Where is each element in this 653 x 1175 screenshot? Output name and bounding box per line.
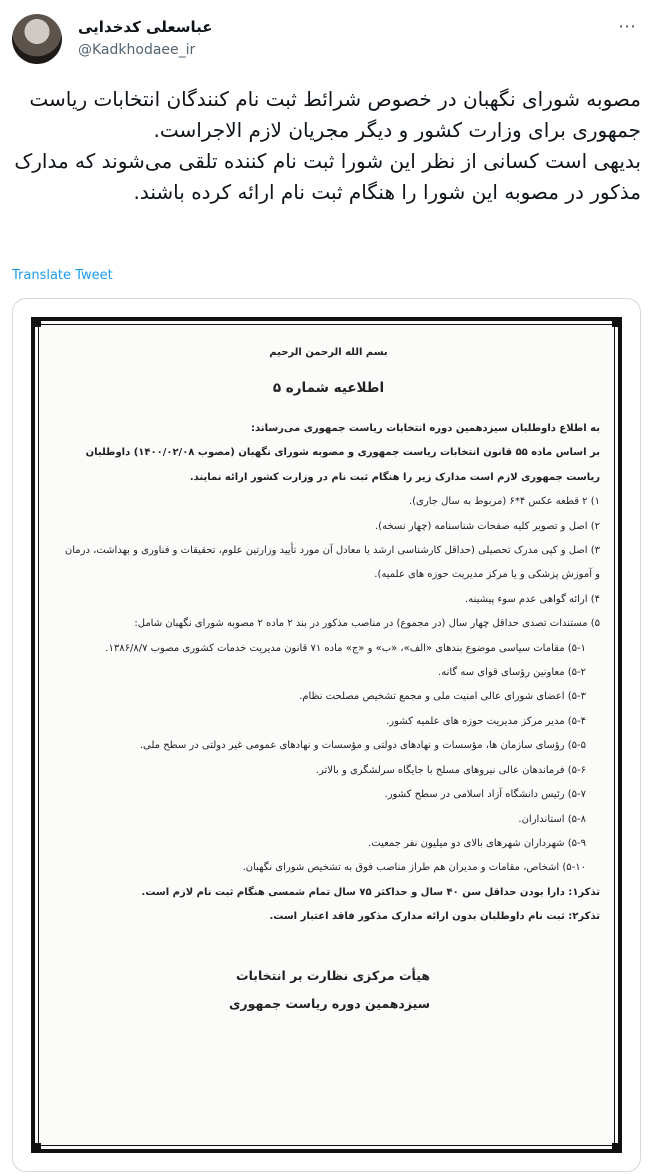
document-item: ۱) ۲ قطعه عکس ۴*۶ (مربوط به سال جاری).: [408, 496, 600, 508]
document-subitem: ۵-۶) فرماندهان عالی نیروهای مسلح با جایگاه سرلشگری و بالاتر.: [315, 764, 586, 776]
attached-image-card[interactable]: [12, 298, 641, 1172]
border-corner: [31, 317, 41, 327]
document-item: ۵) مستندات تصدی حداقل چهار سال (در مجموع) در مناصب مذکور در بند ۲ ماده ۲ مصوبه شورای نگهبان شامل:: [134, 618, 600, 630]
document-title: اطلاعیه شماره ۵: [272, 380, 385, 396]
document-text: [57, 345, 600, 1018]
document-subitem: ۵-۴) مدیر مرکز مدیریت حوزه های علمیه کشور.: [386, 715, 586, 727]
author-name[interactable]: عباسعلی کدخدایی: [78, 18, 213, 36]
border-corner: [612, 317, 622, 327]
signature-line-2: سیزدهمین دوره ریاست جمهوری: [228, 995, 430, 1011]
signature-line-1: هیأت مرکزی نظارت بر انتخابات: [236, 967, 430, 983]
document-note-1: تذکر۱: دارا بودن حداقل سن ۴۰ سال و حداکثر ۷۵ سال تمام شمسی هنگام ثبت نام لازم است.: [141, 886, 600, 898]
document-subitem: ۵-۸) استانداران.: [518, 813, 586, 825]
document-subitem: ۵-۹) شهرداران شهرهای بالای دو میلیون نفر جمعیت.: [368, 837, 586, 849]
document-subitem: ۵-۵) رؤسای سازمان ها، مؤسسات و نهادهای دولتی و مؤسسات و نهادهای عمومی غیر دولتی در سطح ملی.: [139, 740, 586, 752]
document-intro-text: بر اساس ماده ۵۵ قانون انتخابات ریاست جمهوری و مصوبه شورای نگهبان (مصوب ۱۴۰۰/۰۲/۰۸) داوطلبان ریاست جمهوری لازم است مدارک زیر را هنگام ثبت نام در وزارت کشور ارائه نمایند.: [85, 447, 600, 483]
document-intro-heading: به اطلاع داوطلبان سیزدهمین دوره انتخابات ریاست جمهوری می‌رساند:: [251, 423, 600, 434]
author-avatar[interactable]: [12, 14, 62, 64]
document-subitem: ۵-۱۰) اشخاص، مقامات و مدیران هم طراز مناصب فوق به تشخیص شورای نگهبان.: [242, 862, 586, 874]
border-corner: [31, 1143, 41, 1153]
tweet-text: [12, 84, 641, 208]
border-corner: [612, 1143, 622, 1153]
document-note-2: تذکر۲: ثبت نام داوطلبان بدون ارائه مدارک مذکور فاقد اعتبار است.: [269, 911, 600, 923]
document-item: ۲) اصل و تصویر کلیه صفحات شناسنامه (چهار نسخه).: [375, 520, 600, 532]
document-image: [31, 317, 622, 1153]
document-signature: [57, 962, 430, 1018]
document-subitem: ۵-۱) مقامات سیاسی موضوع بندهای «الف»، «ب» و «ج» ماده ۷۱ قانون مدیریت خدمات کشوری مصوب ۱۳۸۶/۸/۷.: [105, 642, 586, 654]
document-subitem: ۵-۷) رئیس دانشگاه آزاد اسلامی در سطح کشور.: [384, 789, 586, 801]
document-subitem: ۵-۳) اعضای شورای عالی امنیت ملی و مجمع تشخیص مصلحت نظام.: [299, 691, 586, 703]
tweet-paragraph-1: مصوبه شورای نگهبان در خصوص شرائط ثبت نام کنندگان انتخابات ریاست جمهوری برای وزارت کشور و دیگر مجریان لازم الاجراست.: [29, 87, 641, 142]
document-item: ۳) اصل و کپی مدرک تحصیلی (حداقل کارشناسی ارشد یا معادل آن مورد تأیید وزارتین علوم، تحقیقات و فناوری و بهداشت، درمان و آموزش پزشکی و یا مرکز مدیریت حوزه های علمیه).: [64, 545, 600, 581]
document-item: ۴) ارائه گواهی عدم سوء پیشینه.: [465, 593, 600, 605]
document-bismillah: بسم الله الرحمن الرحیم: [269, 347, 388, 358]
translate-tweet-link[interactable]: Translate Tweet: [12, 268, 113, 283]
author-handle[interactable]: @Kadkhodaee_ir: [78, 42, 196, 58]
document-subitem: ۵-۲) معاونین رؤسای قوای سه گانه.: [438, 667, 586, 679]
more-options-icon[interactable]: ⋯: [618, 16, 637, 37]
tweet-paragraph-2: بدیهی است کسانی از نظر این شورا ثبت نام کننده تلقی می‌شوند که مدارک مذکور در مصوبه این شورا را هنگام ثبت نام ارائه کرده باشند.: [14, 149, 641, 204]
tweet-header: [12, 12, 641, 70]
